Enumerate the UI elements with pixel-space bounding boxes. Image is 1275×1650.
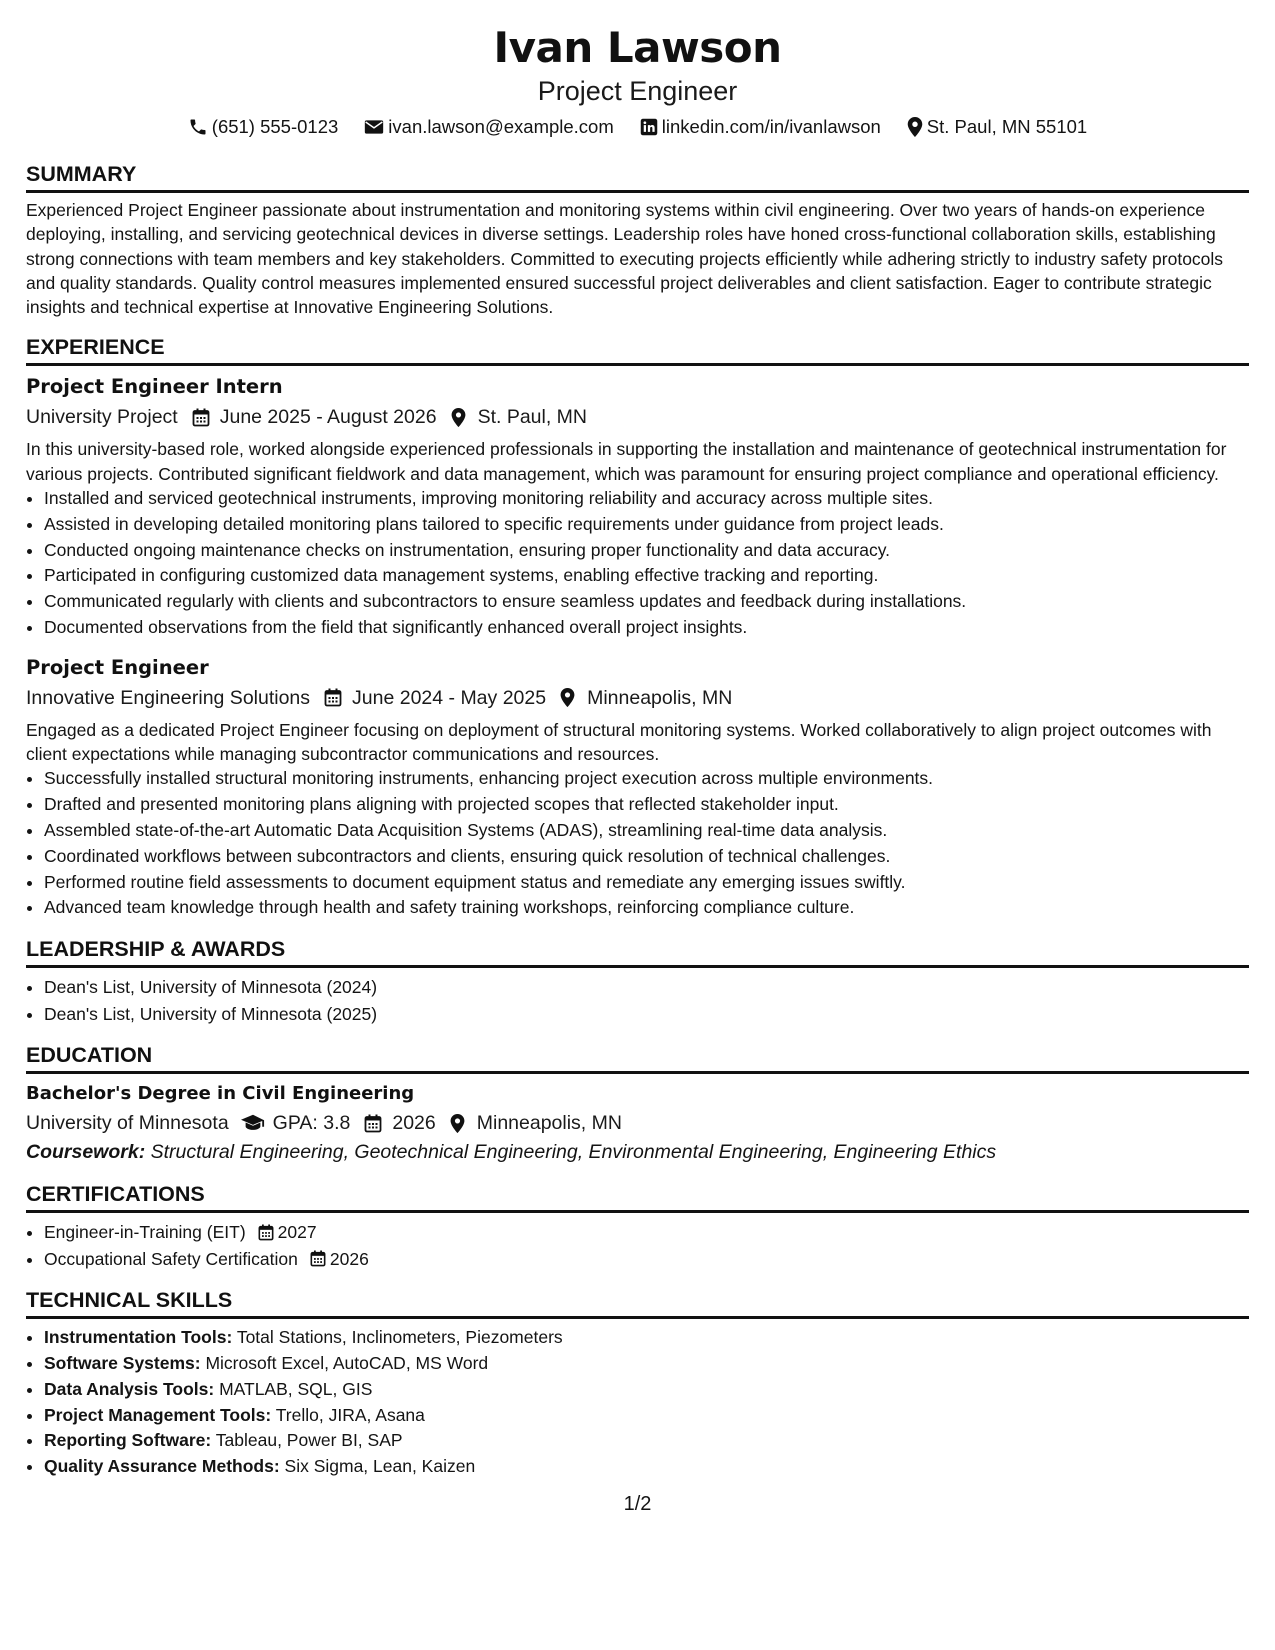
phone-icon xyxy=(188,117,208,137)
skill-label: Quality Assurance Methods: xyxy=(44,1456,280,1477)
education-section xyxy=(26,1041,1249,1166)
skill-label: Project Management Tools: xyxy=(44,1404,272,1425)
certification-name: • Engineer-in-Training (EIT) xyxy=(44,1222,246,1243)
job-title: Project Engineer Intern xyxy=(26,375,283,399)
coursework-line xyxy=(26,1138,1249,1166)
summary-section xyxy=(26,160,1249,319)
job-company: University Project xyxy=(26,406,178,429)
section-title-experience: EXPERIENCE xyxy=(26,333,1249,366)
list-item: • Installed and serviced geotechnical instruments, improving monitoring reliability and accuracy across multiple sites. xyxy=(44,486,1249,512)
gpa-value: GPA: 3.8 xyxy=(272,1112,351,1135)
job-dates: June 2024 - May 2025 xyxy=(352,686,547,709)
school-name: University of Minnesota xyxy=(26,1112,229,1135)
job-description: Engaged as a dedicated Project Engineer focusing on deployment of structural monitoring systems. Worked collaboratively to align project outcomes with client expectations while managing subcontractor communications and resources. xyxy=(26,719,1212,765)
school-location: Minneapolis, MN xyxy=(476,1112,622,1135)
list-item: • Advanced team knowledge through health and safety training workshops, reinforcing compliance culture. xyxy=(44,895,1249,921)
contact-email[interactable] xyxy=(364,114,613,140)
list-item: • Dean's List, University of Minnesota (2025) xyxy=(44,1001,1249,1028)
candidate-name: Ivan Lawson xyxy=(493,23,782,72)
section-title-education: EDUCATION xyxy=(26,1041,1249,1074)
list-item xyxy=(44,1325,1249,1351)
list-item: • Assisted in developing detailed monitoring plans tailored to specific requirements under guidance from project leads. xyxy=(44,512,1249,538)
job-meta xyxy=(26,402,1249,432)
contact-bar xyxy=(26,114,1249,140)
job-dates: June 2025 - August 2026 xyxy=(219,406,437,429)
leadership-list xyxy=(26,974,1249,1027)
skill-value: Trello, JIRA, Asana xyxy=(275,1404,425,1425)
calendar-icon xyxy=(258,1224,274,1241)
page-number: 1/2 xyxy=(623,1493,652,1515)
list-item: • Communicated regularly with clients and subcontractors to ensure seamless updates and feedback during installations. xyxy=(44,589,1249,615)
list-item: • Participated in configuring customized data management systems, enabling effective tracking and reporting. xyxy=(44,563,1249,589)
job-bullets xyxy=(26,766,1249,921)
degree-title: Bachelor's Degree in Civil Engineering xyxy=(26,1083,415,1105)
job-title: Project Engineer xyxy=(26,655,209,679)
map-pin-icon xyxy=(451,408,466,427)
section-title-summary: SUMMARY xyxy=(26,160,1249,193)
list-item xyxy=(44,1403,1249,1429)
job-company: Innovative Engineering Solutions xyxy=(26,686,311,709)
map-pin-icon xyxy=(450,1114,465,1133)
education-meta xyxy=(26,1108,1249,1138)
list-item xyxy=(44,1428,1249,1454)
map-pin-icon xyxy=(907,117,923,137)
linkedin-icon xyxy=(640,118,658,136)
certifications-list xyxy=(26,1219,1249,1272)
list-item xyxy=(44,1219,1249,1246)
skill-value: Six Sigma, Lean, Kaizen xyxy=(284,1456,476,1477)
contact-phone[interactable] xyxy=(188,114,339,140)
list-item xyxy=(44,1454,1249,1480)
skill-value: Microsoft Excel, AutoCAD, MS Word xyxy=(205,1353,489,1374)
map-pin-icon xyxy=(560,688,575,707)
certification-name: • Occupational Safety Certification xyxy=(44,1248,298,1269)
certifications-section xyxy=(26,1180,1249,1272)
job-bullets xyxy=(26,486,1249,641)
skill-label: Reporting Software: xyxy=(44,1430,212,1451)
list-item: • Successfully installed structural monitoring instruments, enhancing project execution across multiple environments. xyxy=(44,766,1249,792)
skill-value: Total Stations, Inclinometers, Piezometers xyxy=(236,1327,563,1348)
skill-value: Tableau, Power BI, SAP xyxy=(215,1430,403,1451)
list-item xyxy=(44,1377,1249,1403)
job-description: In this university-based role, worked alongside experienced professionals in supporting the installation and maintenance of geotechnical instrumentation for various projects. Contributed significant fieldwork and data management, which was paramount for ensuring project compliance and operational efficiency. xyxy=(26,439,1227,484)
contact-linkedin-text: linkedin.com/in/ivanlawson xyxy=(661,116,881,137)
skills-section xyxy=(26,1286,1249,1480)
job-meta xyxy=(26,683,1249,713)
list-item: • Documented observations from the field that significantly enhanced overall project insights. xyxy=(44,615,1249,641)
calendar-icon xyxy=(324,688,342,707)
contact-email-text: ivan.lawson@example.com xyxy=(388,116,614,137)
calendar-icon xyxy=(310,1250,326,1267)
skill-value: MATLAB, SQL, GIS xyxy=(219,1378,373,1399)
skill-label: Software Systems: xyxy=(44,1353,201,1374)
contact-location-text: St. Paul, MN 55101 xyxy=(926,116,1088,137)
list-item: • Performed routine field assessments to document equipment status and remediate any emerging issues swiftly. xyxy=(44,870,1249,896)
list-item xyxy=(44,1351,1249,1377)
coursework-label: Coursework: xyxy=(26,1141,146,1164)
candidate-headline: Project Engineer xyxy=(537,76,738,106)
graduation-year: 2026 xyxy=(392,1112,436,1135)
skill-label: Instrumentation Tools: xyxy=(44,1327,233,1348)
job-location: Minneapolis, MN xyxy=(587,686,733,709)
list-item: • Coordinated workflows between subcontractors and clients, ensuring quick resolution of technical challenges. xyxy=(44,844,1249,870)
certification-year: 2027 xyxy=(277,1222,317,1243)
calendar-icon xyxy=(364,1114,382,1133)
list-item: • Drafted and presented monitoring plans aligning with projected scopes that reflected stakeholder input. xyxy=(44,792,1249,818)
calendar-icon xyxy=(192,408,210,427)
envelope-icon xyxy=(364,119,384,135)
contact-linkedin[interactable] xyxy=(640,114,881,140)
resume-header xyxy=(26,22,1249,140)
experience-section xyxy=(26,333,1249,921)
skill-label: Data Analysis Tools: xyxy=(44,1378,215,1399)
job-entry xyxy=(26,372,1249,640)
section-title-skills: TECHNICAL SKILLS xyxy=(26,1286,1249,1319)
section-title-leadership: LEADERSHIP & AWARDS xyxy=(26,935,1249,968)
list-item: • Conducted ongoing maintenance checks on instrumentation, ensuring proper functionality and data accuracy. xyxy=(44,538,1249,564)
job-entry xyxy=(26,653,1249,921)
leadership-section xyxy=(26,935,1249,1027)
contact-phone-text: (651) 555-0123 xyxy=(211,116,339,137)
graduation-cap-icon xyxy=(241,1114,265,1132)
section-title-certifications: CERTIFICATIONS xyxy=(26,1180,1249,1213)
list-item xyxy=(44,1246,1249,1273)
coursework-list: Structural Engineering, Geotechnical Engineering, Environmental Engineering, Engineering Ethics xyxy=(150,1141,997,1164)
list-item: • Dean's List, University of Minnesota (2024) xyxy=(44,974,1249,1001)
list-item: • Assembled state-of-the-art Automatic Data Acquisition Systems (ADAS), streamlining real-time data analysis. xyxy=(44,818,1249,844)
summary-text: Experienced Project Engineer passionate about instrumentation and monitoring systems within civil engineering. Over two years of hands-on experience deploying, installing, and servicing geotechnical devices in diverse settings. Leadership roles have honed cross-functional collaboration skills, establishing strong connections with team members and key stakeholders. Committed to executing projects efficiently while adhering strictly to industry safety protocols and quality standards. Quality control measures implemented ensured successful project deliverables and client satisfaction. Eager to contribute strategic insights and technical expertise at Innovative Engineering Solutions. xyxy=(26,200,1224,318)
job-location: St. Paul, MN xyxy=(477,406,588,429)
skills-list xyxy=(26,1325,1249,1480)
certification-year: 2026 xyxy=(329,1248,369,1269)
contact-location xyxy=(907,114,1087,140)
